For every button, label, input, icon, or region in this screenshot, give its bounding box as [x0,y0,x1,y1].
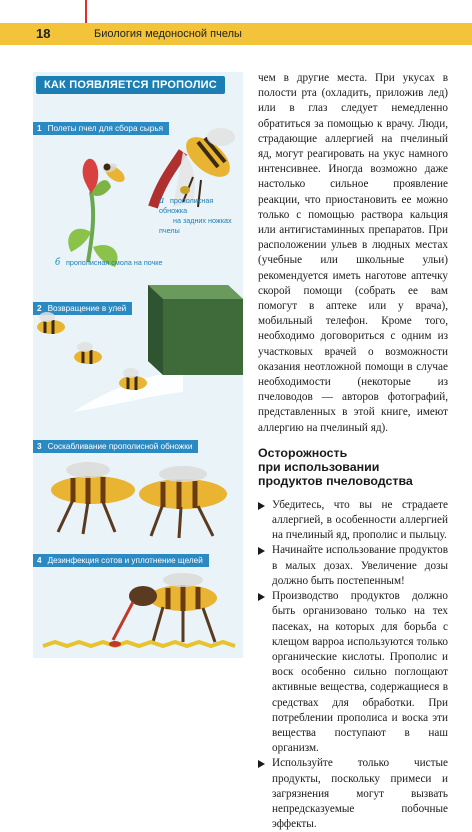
step-2-label: Возвращение в улей [47,304,127,313]
propolis-infographic [33,72,243,658]
bullet-arrow-icon [258,760,265,768]
bullet-arrow-icon [258,502,265,510]
caution-item [258,543,448,589]
caption-a-line2: на задних ножках пчелы [159,216,232,235]
caution-text-3: Производство продуктов должно быть организовано только на тех пасеках, на которых для борьба с клещом варроа используются только органические кислоты. Прополис и воск особенно сильно поглощают активные вещества, содержащиеся в средствах для обработки. При потреблении прополиса и воска эти вещества поступают в наш организм. [272,590,448,755]
section-heading-line1: Осторожность [258,445,348,460]
running-title: Биология медоносной пчелы [94,28,242,40]
scraping-illustration [33,452,243,547]
caution-item [258,498,448,544]
section-heading-line2: при использовании [258,459,380,474]
step-4-label: Дезинфекция сотов и уплотнение щелей [47,556,203,565]
caution-text-4: Используйте только чистые продукты, поскольку примеси и загрязнения могут вызвать непредсказуемые побочные эффекты. [272,757,448,831]
caution-text-1: Убедитесь, что вы не страдаете аллергией, в особенности аллергией на пчелиный яд, прополис и пыльцу. [272,498,448,542]
comb-sealing-illustration [33,562,243,658]
step-1-label: Полеты пчел для сбора сырья [47,124,164,133]
caption-b [55,258,163,268]
caution-item [258,756,448,832]
caption-a-line1: прополисная обножка [159,196,214,215]
step-4-number: 4 [37,556,42,565]
hive-return-illustration [33,277,243,427]
step-3-number: 3 [37,442,42,451]
infographic-title: КАК ПОЯВЛЯЕТСЯ ПРОПОЛИС [36,76,225,94]
bullet-arrow-icon [258,547,265,555]
caption-a-letter: а [159,195,164,206]
step-2-number: 2 [37,304,42,313]
bullet-arrow-icon [258,593,265,601]
caution-list [258,498,448,832]
page-number: 18 [36,26,51,41]
bee-2 [74,342,102,364]
body-text-column [258,71,448,832]
section-heading [258,446,448,488]
caution-text-2: Начинайте использование продуктов в малых дозах. Увеличение дозы должно быть постепенным! [272,544,448,587]
caption-b-letter: б [55,257,61,268]
step-1-number: 1 [37,124,42,133]
step-3-label: Соскабливание прополисной обножки [47,442,193,451]
section-heading-line3: продуктов пчеловодства [258,473,413,488]
bee-1 [37,312,65,334]
caption-b-text: прополисная смола на почке [66,258,163,267]
bee-3 [119,368,147,390]
caption-a [159,196,243,236]
caution-item [258,589,448,756]
body-paragraph: чем в другие места. При укусах в полости рта (охладить, приложив лед) или в глаз следует немедленно обратиться за помощью к врачу. Люди, страдающие аллергией на пчелиный яд, могут реагировать на укус намного интенсивнее. Иногда возможно даже настолько сильное проявление реакции, что приостановить ее можно только с помощью раствора кальция или антигистаминных препаратов. При расположении ульев в людных местах (учебные или школьные ульи) рекомендуется иметь наготове аптечку скорой помощи (собрать ее вам помогут в аптеке или у врача), мобильный телефон. Кроме того, необходимо договориться с одним из участковых врачей о возможности оказания неотложной помощи в случае необходимости (некоторые из пчеловодов — авторов фотографий, представленных в этой книге, имеют аллергию на пчелиный яд). [258,72,448,434]
